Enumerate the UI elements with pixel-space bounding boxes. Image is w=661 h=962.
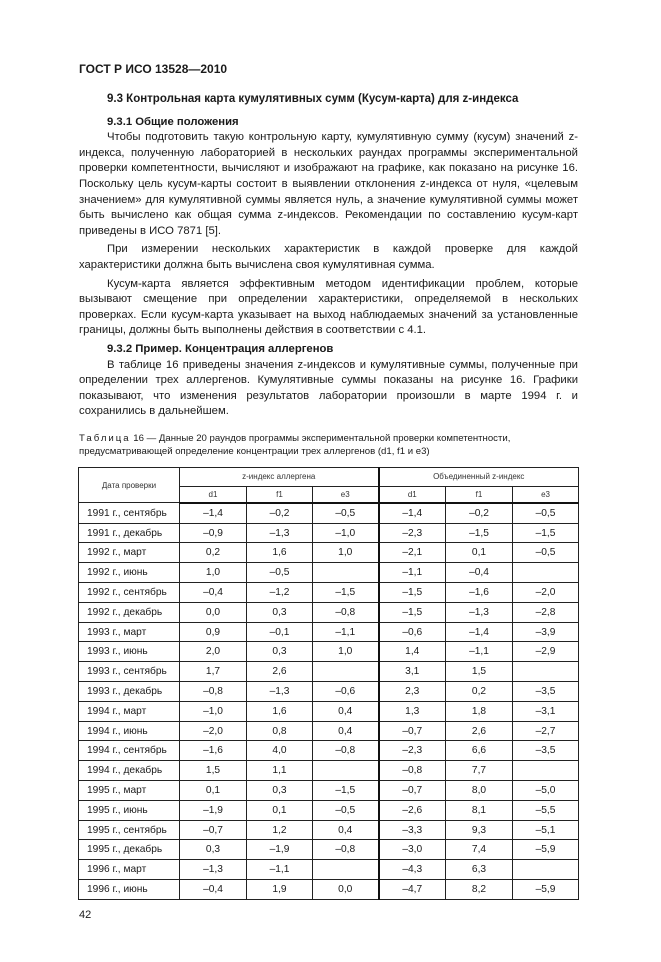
cell-value: 2,0 [180, 642, 247, 662]
cell-value: 0,2 [446, 682, 513, 702]
cell-value: –5,9 [513, 880, 579, 900]
cell-value: 1,1 [247, 761, 313, 781]
paragraph: Кусум-карта является эффективным методом идентификации проблем, которые вызывают смещение при определении характеристики, определяемой в нескольких проверках. Если кусум-карта указывает на выход наблюдаемых значений за установленные границы, должны быть выполнены действия в соответствии с 4.1. [79, 277, 578, 337]
cell-date: 1993 г., июнь [79, 642, 180, 662]
page-number: 42 [79, 908, 92, 921]
table-row [79, 781, 579, 801]
cell-value: –1,9 [247, 840, 313, 860]
cell-value: –2,7 [513, 721, 579, 741]
cell-value: –0,4 [180, 880, 247, 900]
table-row [79, 880, 579, 900]
section-heading-9-3-2: 9.3.2 Пример. Концентрация аллергенов [107, 342, 334, 355]
cell-value: 2,6 [247, 662, 313, 682]
table-row [79, 682, 579, 702]
cell-date: 1992 г., март [79, 543, 180, 563]
cell-value: –1,4 [180, 503, 247, 523]
cell-value: –1,1 [247, 860, 313, 880]
cell-date: 1996 г., июнь [79, 880, 180, 900]
cell-value: –3,9 [513, 622, 579, 642]
cell-date: 1994 г., июнь [79, 721, 180, 741]
cell-value: 0,9 [180, 622, 247, 642]
cell-value: –1,1 [313, 622, 379, 642]
cell-value: –2,9 [513, 642, 579, 662]
cell-value: 1,9 [247, 880, 313, 900]
cell-date: 1993 г., март [79, 622, 180, 642]
cell-value: –3,0 [379, 840, 446, 860]
cell-value: –2,6 [379, 800, 446, 820]
cell-value: –1,5 [379, 602, 446, 622]
cell-value: 7,4 [446, 840, 513, 860]
paragraph: В таблице 16 приведены значения z-индексов и кумулятивные суммы, полученные при определении трех аллергенов. Кумулятивные суммы показаны на рисунке 16. Графики показывают, что изменения результатов лаборатории произошли в марте 1994 г. и сохранились в дальнейшем. [79, 358, 578, 418]
section-heading-9-3-1: 9.3.1 Общие положения [107, 115, 239, 128]
cell-value: 1,8 [446, 701, 513, 721]
cell-value: –0,1 [247, 622, 313, 642]
cell-value [313, 563, 379, 583]
cell-date: 1995 г., июнь [79, 800, 180, 820]
cell-value: –1,3 [446, 602, 513, 622]
subheader-f1: f1 [247, 486, 313, 503]
cell-value: –2,0 [513, 583, 579, 603]
cell-value: –1,5 [379, 583, 446, 603]
cell-date: 1992 г., сентябрь [79, 583, 180, 603]
cell-value: –1,0 [313, 523, 379, 543]
cell-value: –2,0 [180, 721, 247, 741]
cell-value: 2,3 [379, 682, 446, 702]
cell-value: –1,4 [379, 503, 446, 523]
cell-value: 0,1 [180, 781, 247, 801]
cell-value: –0,8 [180, 682, 247, 702]
table-row [79, 800, 579, 820]
document-header: ГОСТ Р ИСО 13528—2010 [79, 62, 228, 76]
cell-value: –5,0 [513, 781, 579, 801]
cell-value: –1,0 [180, 701, 247, 721]
cell-date: 1993 г., сентябрь [79, 662, 180, 682]
cell-value: 1,4 [379, 642, 446, 662]
table-caption [79, 432, 578, 459]
table-row [79, 662, 579, 682]
cell-value: –4,3 [379, 860, 446, 880]
cell-value: –1,3 [247, 523, 313, 543]
data-table [78, 467, 579, 900]
cell-value: –1,5 [446, 523, 513, 543]
cell-value: –3,3 [379, 820, 446, 840]
paragraph: Чтобы подготовить такую контрольную карту, кумулятивную сумму (кусум) значений z-индекса, полученную лабораторией в нескольких раундах программы экспериментальной проверки компетентности, вычисляют и изображают на графике, как показано на рисунке 16. Поскольку цель кусум-карты состоит в выявлении отклонения z-индекса от нуля, «целевым значением» для кумулятивной суммы является нуль, а значение кумулятивной суммы может быть вычислено как общая сумма z-индексов. Рекомендации по составлению кусум-карт приведены в ИСО 7871 [5]. [79, 131, 578, 237]
cell-value: 1,2 [247, 820, 313, 840]
cell-value [513, 761, 579, 781]
table-row [79, 543, 579, 563]
table-row [79, 721, 579, 741]
cell-value: 1,6 [247, 701, 313, 721]
table-row [79, 642, 579, 662]
table-caption-label: Таблица [79, 432, 131, 444]
section-heading-9-3: 9.3 Контрольная карта кумулятивных сумм (Кусум-карта) для z-индекса [107, 93, 519, 105]
cell-value: –1,3 [247, 682, 313, 702]
table-caption-text: 16 — Данные 20 раундов программы экспериментальной проверки компетентности, предусматривающей определение концентрации трех аллергенов (d1, f1 и e3) [79, 432, 511, 458]
table-row [79, 820, 579, 840]
cell-date: 1993 г., декабрь [79, 682, 180, 702]
cell-value: 1,7 [180, 662, 247, 682]
cell-value: 6,3 [446, 860, 513, 880]
cell-value: 1,0 [180, 563, 247, 583]
cell-value: –2,8 [513, 602, 579, 622]
cell-value: 8,2 [446, 880, 513, 900]
cell-value: –0,8 [379, 761, 446, 781]
cell-value: –2,1 [379, 543, 446, 563]
cell-value: 6,6 [446, 741, 513, 761]
paragraph: При измерении нескольких характеристик в каждой проверке для каждой характеристики должна быть вычислена своя кумулятивная сумма. [79, 243, 578, 271]
table-row [79, 860, 579, 880]
cell-value: 0,3 [247, 602, 313, 622]
header-z-index: z-индекс аллергена [180, 467, 379, 486]
cell-value: 0,8 [247, 721, 313, 741]
cell-value: 0,3 [180, 840, 247, 860]
cell-date: 1992 г., декабрь [79, 602, 180, 622]
table-row [79, 563, 579, 583]
cell-value: 0,4 [313, 721, 379, 741]
cell-value [313, 761, 379, 781]
cell-value: –0,5 [313, 503, 379, 523]
cell-value [513, 662, 579, 682]
subheader-d1-combined: d1 [379, 486, 446, 503]
cell-value: 3,1 [379, 662, 446, 682]
cell-date: 1991 г., сентябрь [79, 503, 180, 523]
cell-date: 1994 г., сентябрь [79, 741, 180, 761]
cell-value: –2,3 [379, 741, 446, 761]
table-row [79, 503, 579, 523]
cell-value: 9,3 [446, 820, 513, 840]
cell-value: –0,6 [379, 622, 446, 642]
cell-value: 1,3 [379, 701, 446, 721]
cell-value: –1,5 [513, 523, 579, 543]
table-row [79, 583, 579, 603]
cell-value: –1,3 [180, 860, 247, 880]
subheader-f1-combined: f1 [446, 486, 513, 503]
cell-date: 1994 г., март [79, 701, 180, 721]
cell-value: 0,0 [313, 880, 379, 900]
cell-value: 1,5 [180, 761, 247, 781]
cell-value: –0,5 [313, 800, 379, 820]
cell-value: –0,8 [313, 602, 379, 622]
cell-value: –1,1 [446, 642, 513, 662]
table-row [79, 602, 579, 622]
cell-value: –0,7 [379, 721, 446, 741]
subheader-e3-combined: e3 [513, 486, 579, 503]
table-row [79, 761, 579, 781]
cell-value: 1,6 [247, 543, 313, 563]
cell-date: 1995 г., декабрь [79, 840, 180, 860]
cell-value: –1,5 [313, 781, 379, 801]
cell-value: –0,2 [247, 503, 313, 523]
cell-value: 0,2 [180, 543, 247, 563]
cell-value: –3,5 [513, 682, 579, 702]
cell-value: –5,1 [513, 820, 579, 840]
cell-value: –0,4 [446, 563, 513, 583]
cell-value: –3,5 [513, 741, 579, 761]
cell-value: 0,4 [313, 701, 379, 721]
cell-date: 1995 г., сентябрь [79, 820, 180, 840]
cell-value: –1,6 [446, 583, 513, 603]
cell-value: 0,3 [247, 642, 313, 662]
cell-value: –1,6 [180, 741, 247, 761]
cell-value: –0,8 [313, 741, 379, 761]
subheader-e3: e3 [313, 486, 379, 503]
cell-date: 1996 г., март [79, 860, 180, 880]
cell-value: –1,1 [379, 563, 446, 583]
cell-value: –1,2 [247, 583, 313, 603]
cell-value: –0,8 [313, 840, 379, 860]
cell-value: –2,3 [379, 523, 446, 543]
cell-date: 1991 г., декабрь [79, 523, 180, 543]
cell-value: 0,4 [313, 820, 379, 840]
cell-value: –4,7 [379, 880, 446, 900]
cell-value: 8,0 [446, 781, 513, 801]
cell-value: 0,3 [247, 781, 313, 801]
cell-date: 1995 г., март [79, 781, 180, 801]
table-row [79, 701, 579, 721]
cell-value: –1,4 [446, 622, 513, 642]
cell-value: –0,4 [180, 583, 247, 603]
table-row [79, 523, 579, 543]
cell-value [513, 860, 579, 880]
cell-value: –0,5 [513, 543, 579, 563]
cell-date: 1992 г., июнь [79, 563, 180, 583]
cell-value: –1,9 [180, 800, 247, 820]
cell-value: 1,0 [313, 642, 379, 662]
table-row [79, 840, 579, 860]
cell-value: –5,9 [513, 840, 579, 860]
table-row [79, 622, 579, 642]
cell-value: 1,5 [446, 662, 513, 682]
cell-value: –0,7 [379, 781, 446, 801]
cell-value: 2,6 [446, 721, 513, 741]
cell-value: 0,0 [180, 602, 247, 622]
cell-value: 1,0 [313, 543, 379, 563]
cell-value: 0,1 [446, 543, 513, 563]
cell-value: –0,5 [247, 563, 313, 583]
cell-value: –0,6 [313, 682, 379, 702]
cell-value: 8,1 [446, 800, 513, 820]
cell-value: –0,2 [446, 503, 513, 523]
cell-value: 0,1 [247, 800, 313, 820]
subheader-d1: d1 [180, 486, 247, 503]
header-date: Дата проверки [79, 467, 180, 503]
cell-value: 7,7 [446, 761, 513, 781]
table-body [79, 503, 579, 899]
cell-date: 1994 г., декабрь [79, 761, 180, 781]
table-row [79, 741, 579, 761]
cell-value: –0,7 [180, 820, 247, 840]
header-combined-z-index: Объединенный z-индекс [379, 467, 579, 486]
cell-value: –0,5 [513, 503, 579, 523]
cell-value: –3,1 [513, 701, 579, 721]
cell-value: 4,0 [247, 741, 313, 761]
document-body [79, 92, 578, 459]
cell-value [513, 563, 579, 583]
cell-value [313, 860, 379, 880]
cell-value [313, 662, 379, 682]
cell-value: –5,5 [513, 800, 579, 820]
cell-value: –1,5 [313, 583, 379, 603]
cell-value: –0,9 [180, 523, 247, 543]
